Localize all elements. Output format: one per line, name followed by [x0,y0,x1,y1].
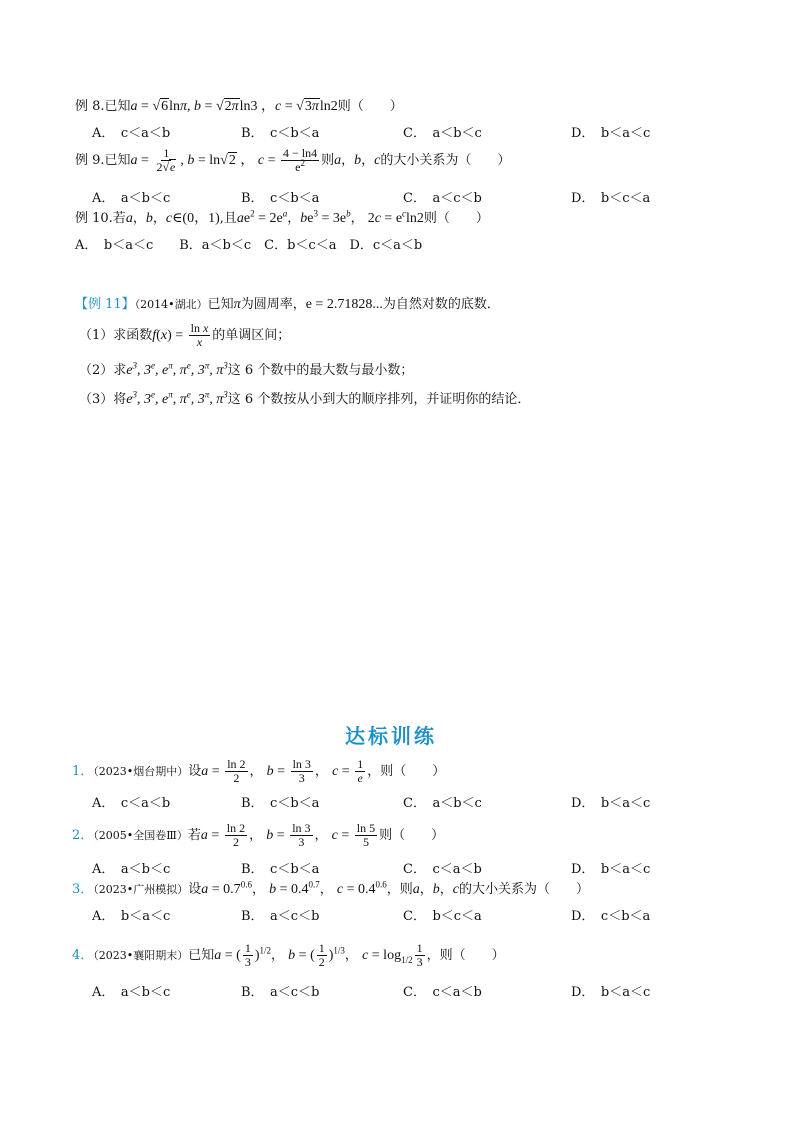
example-9-option-c[interactable]: C． a＜c＜b [403,191,482,206]
example-11-question-3: （3）将$e^3$, 3e, $e^\pi$, $\pi^e$, $3^\pi$, $\pi^3$这 6 个数按从小到大的顺序排列，并证明你的结论． [79,389,531,407]
section-title: 达标训练 [345,724,437,748]
exercise-3-option-b[interactable]: B． a＜c＜b [241,909,320,924]
example-11-question-1: （1）求函数f(x) = $\frac{\text{ln x}}{x}$ 的单调区间； [79,321,291,349]
exercise-1-option-b[interactable]: B． c＜b＜a [241,796,320,811]
example-8-option-b[interactable]: B． c＜b＜a [241,126,320,141]
example-8-stem: 例 8.已知a = √6lnπ, b = √2πln3 ，c = √3πln2则（ ） [75,99,403,114]
exercise-2-stem: 2．（2005•全国卷Ⅲ）若a = $\frac{\ln 2}{2}$ ， b = $\frac{\ln 3}{3}$ ， c = $\frac{\ln 5}{5}$ 则（ ） [72,821,445,849]
exercise-2-option-a[interactable]: A． a＜b＜c [92,862,171,877]
example-9-option-d[interactable]: D． b＜c＜a [571,191,651,206]
exercise-1-stem: 1．（2023•烟台期中）设a = $\frac{\ln 2}{2}$ ， b = $\frac{\ln 3}{3}$ ， c = $\frac{1}{e}$ ，则（ ） [72,757,446,785]
exercise-2-option-b[interactable]: B． c＜b＜a [241,862,320,877]
exercise-4-option-b[interactable]: B． a＜c＜b [241,985,320,1000]
exercise-2-option-d[interactable]: D． b＜a＜c [571,862,651,877]
example-11-question-2: （2）求$e^3$, 3e, $e^\pi$, $\pi^e$, $3^\pi$, $\pi^3$这 6 个数中的最大数与最小数； [79,360,414,378]
example-8-option-a[interactable]: A． c＜a＜b [92,126,171,141]
exercise-2-option-c[interactable]: C． c＜a＜b [403,862,482,877]
exercise-4-option-a[interactable]: A． a＜b＜c [92,985,171,1000]
exercise-3-stem: 3．（2023•广州模拟）设$a = 0.7^{0.6}$， $b = 0.4^{0.7}$， $c = 0.4^{0.6}$，则a，b，c的大小关系为（ ） [72,879,590,897]
example-11-stem: 【例 11】（2014•湖北）已知π为圆周率，e = 2.71828...为自然对数的底数． [75,297,500,312]
exercise-4-option-c[interactable]: C． c＜a＜b [403,985,482,1000]
example-8-option-c[interactable]: C． a＜b＜c [403,126,482,141]
exercise-3-option-d[interactable]: D． c＜b＜a [571,909,651,924]
example-9-stem: 例 9.已知a = $\frac{1}{2√e}$ , b = ln√2 ， c = $\frac{4 - \ln 4}{e^2}$ 则a，b，c的大小关系为（ ） [75,146,511,174]
exercise-4-stem: 4．（2023•襄阳期末）已知a = ( $\frac{1}{3}$ )$^{1/2}$， b = ( $\frac{1}{2}$ )$^{1/3}$， $c = \log_{1/2}$ $\frac{1}{3}$ ，则（ ） [72,941,505,969]
exercise-1-option-c[interactable]: C． a＜b＜c [403,796,482,811]
exercise-3-option-c[interactable]: C． b＜c＜a [403,909,482,924]
exercise-1-option-a[interactable]: A． c＜a＜b [92,796,171,811]
example-10-stem: 例 10.若a，b，c∈(0，1),且$ae^2 = 2e^a$，$be^3 = 3e^b$， $2c = e^c\ln 2$则（ ） [75,208,489,226]
example-8-option-d[interactable]: D． b＜a＜c [571,126,651,141]
example-9-option-a[interactable]: A． a＜b＜c [92,191,171,206]
exercise-3-option-a[interactable]: A． b＜a＜c [92,909,171,924]
example-9-option-b[interactable]: B． c＜b＜a [241,191,320,206]
example-10-options[interactable]: A． b＜a＜c B．a＜b＜c C．b＜c＜a D．c＜a＜b [75,238,423,253]
exercise-4-option-d[interactable]: D． b＜a＜c [571,985,651,1000]
exercise-1-option-d[interactable]: D． b＜a＜c [571,796,651,811]
